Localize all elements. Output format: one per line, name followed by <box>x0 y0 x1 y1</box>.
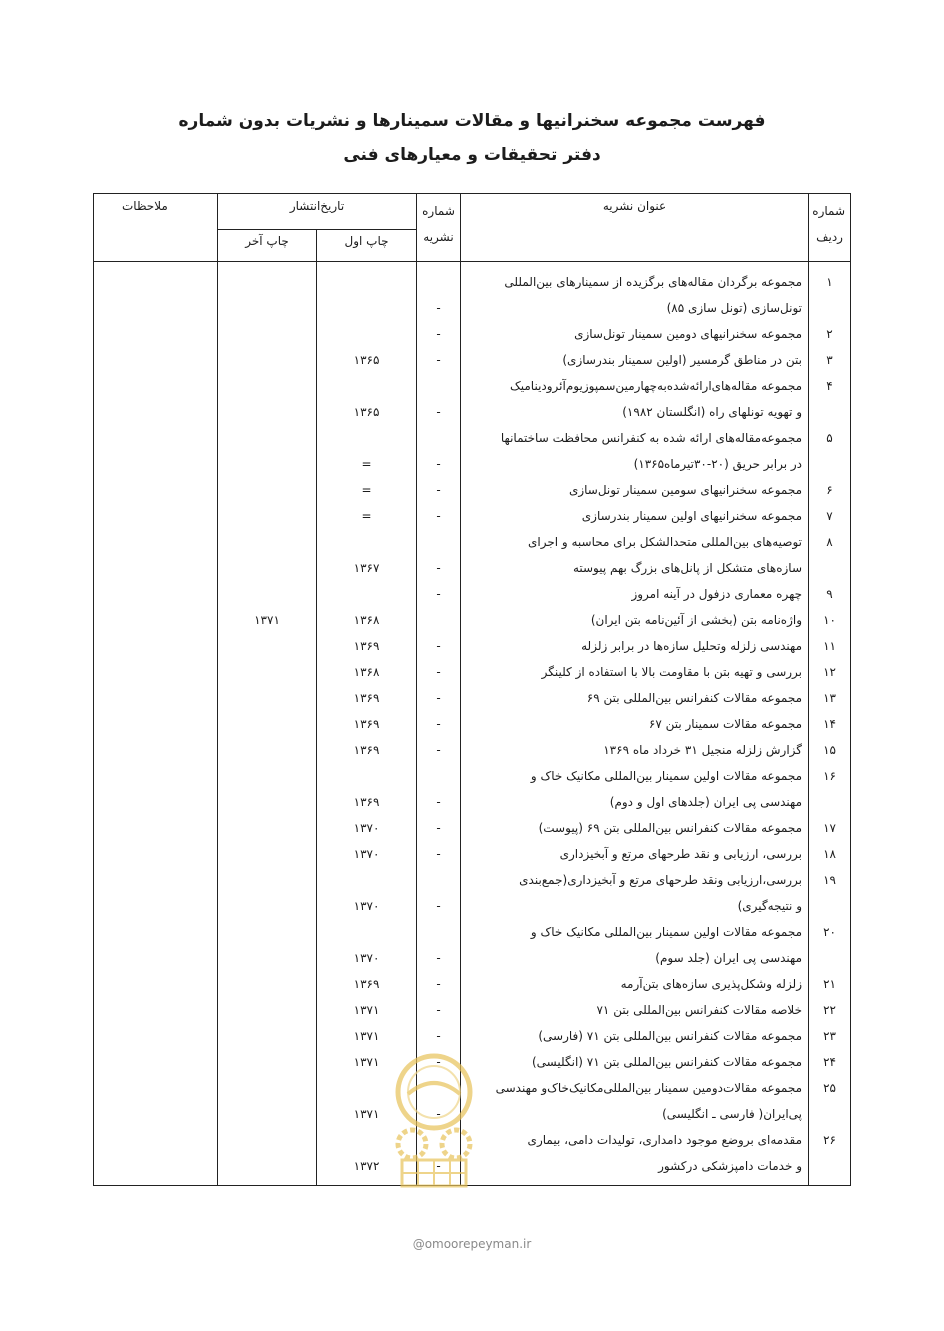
title-line-2: دفتر تحقیقات و معیارهای فنی <box>343 145 601 165</box>
row-number-cell: ۲۴ <box>809 1049 851 1075</box>
row-number-cell: ۲۱ <box>809 971 851 997</box>
series-number-cell: - <box>417 477 461 503</box>
notes-cell <box>94 529 218 581</box>
notes-cell <box>94 867 218 919</box>
header-notes: ملاحظات <box>94 194 218 262</box>
first-print-cell: = <box>317 503 417 529</box>
title-line: مجموعه مقالات اولین سمینار بین‌المللی مکانیک خاک و <box>530 769 803 783</box>
first-print-cell: ۱۳۶۹ <box>317 685 417 711</box>
header-series-number: شماره نشریه <box>417 194 461 262</box>
title-line: مجموعه سخنرانیهای اولین سمینار بندرسازی <box>581 509 803 523</box>
title-line: واژه‌نامه بتن (بخشی از آئین‌نامه بتن ایران) <box>590 613 803 627</box>
title-line: مجموعه برگردان مقاله‌های برگزیده از سمینارهای بین‌المللی <box>504 275 803 289</box>
last-print-cell <box>218 269 317 321</box>
series-number-cell <box>417 607 461 633</box>
series-number-cell: - <box>417 1023 461 1049</box>
first-print-cell: = <box>317 425 417 477</box>
title-line: و تهویه تونلهای راه (انگلستان ۱۹۸۲) <box>622 405 803 419</box>
notes-cell <box>94 737 218 763</box>
last-print-cell <box>218 1075 317 1127</box>
publications-table <box>93 193 851 1186</box>
title-cell <box>461 269 809 321</box>
notes-cell <box>94 763 218 815</box>
series-number-cell: - <box>417 529 461 581</box>
table-row <box>94 763 851 815</box>
table-row <box>94 1023 851 1049</box>
row-number-cell: ۱۳ <box>809 685 851 711</box>
notes-cell <box>94 321 218 347</box>
series-number-cell: - <box>417 815 461 841</box>
title-cell <box>461 477 809 503</box>
first-print-cell: ۱۳۶۵ <box>317 347 417 373</box>
notes-cell <box>94 685 218 711</box>
row-number-cell: ۱ <box>809 269 851 321</box>
table-row <box>94 373 851 425</box>
series-number-cell: - <box>417 919 461 971</box>
title-line: بررسی و تهیه بتن با مقاومت بالا با استفاده از کلینگر <box>541 665 803 679</box>
series-number-cell: - <box>417 347 461 373</box>
first-print-cell: ۱۳۶۵ <box>317 373 417 425</box>
row-number-cell: ۷ <box>809 503 851 529</box>
series-number-cell: - <box>417 269 461 321</box>
header-last-print: چاپ آخر <box>218 230 317 262</box>
title-cell <box>461 763 809 815</box>
last-print-cell <box>218 841 317 867</box>
gear-seal-watermark-icon <box>388 1052 480 1192</box>
website-footer: @omoorepeyman.ir <box>412 1237 532 1251</box>
first-print-cell: ۱۳۷۱ <box>317 1075 417 1127</box>
first-print-cell: = <box>317 477 417 503</box>
last-print-cell <box>218 529 317 581</box>
last-print-cell <box>218 477 317 503</box>
last-print-cell <box>218 1023 317 1049</box>
notes-cell <box>94 1023 218 1049</box>
series-number-cell: - <box>417 997 461 1023</box>
first-print-cell <box>317 269 417 321</box>
series-number-cell: - <box>417 763 461 815</box>
series-number-cell: - <box>417 867 461 919</box>
notes-cell <box>94 425 218 477</box>
title-line: در برابر حریق (۲۰-۳۰تیرماه۱۳۶۵) <box>633 457 803 471</box>
series-number-cell: - <box>417 971 461 997</box>
last-print-cell <box>218 659 317 685</box>
series-number-cell: - <box>417 685 461 711</box>
notes-cell <box>94 477 218 503</box>
last-print-cell: ۱۳۷۱ <box>218 607 317 633</box>
title-line: بررسی، ارزیابی و نقد طرحهای مرتع و آبخیزداری <box>559 847 803 861</box>
notes-cell <box>94 711 218 737</box>
last-print-cell <box>218 347 317 373</box>
table-row <box>94 477 851 503</box>
table-row <box>94 867 851 919</box>
title-cell <box>461 529 809 581</box>
notes-cell <box>94 373 218 425</box>
first-print-cell: ۱۳۶۹ <box>317 633 417 659</box>
first-print-cell: ۱۳۷۲ <box>317 1127 417 1179</box>
first-print-cell: ۱۳۷۱ <box>317 1023 417 1049</box>
table-row <box>94 737 851 763</box>
table-row <box>94 685 851 711</box>
title-line: مجموعه مقالات کنفرانس بین‌المللی بتن ۷۱ (انگلیسی) <box>532 1055 803 1069</box>
title-line: مجموعه مقالات کنفرانس بین‌المللی بتن ۶۹ (پیوست) <box>538 821 803 835</box>
title-line: بتن در مناطق گرمسیر (اولین سمینار بندرسازی) <box>562 353 803 367</box>
title-cell <box>461 867 809 919</box>
table-row <box>94 269 851 321</box>
notes-cell <box>94 815 218 841</box>
title-line: چهره معماری دزفول در آینه امروز <box>631 587 803 601</box>
title-cell <box>461 1049 809 1075</box>
header-row-number: شماره ردیف <box>809 194 851 262</box>
notes-cell <box>94 269 218 321</box>
title-line: سازه‌های متشکل از پانل‌های بزرگ بهم پیوسته <box>572 561 803 575</box>
last-print-cell <box>218 737 317 763</box>
title-line: مجموعه مقالات کنفرانس بین‌المللی بتن ۶۹ <box>586 691 803 705</box>
row-number-cell: ۱۹ <box>809 867 851 919</box>
series-number-cell: - <box>417 425 461 477</box>
last-print-cell <box>218 919 317 971</box>
row-number-cell: ۱۸ <box>809 841 851 867</box>
title-cell <box>461 997 809 1023</box>
table-row <box>94 607 851 633</box>
table-row <box>94 659 851 685</box>
title-line: و خدمات دامپزشکی درکشور <box>658 1159 803 1173</box>
title-line: مهندسی پی ایران (جلد سوم) <box>655 951 803 965</box>
first-print-cell: ۱۳۶۸ <box>317 659 417 685</box>
notes-cell <box>94 607 218 633</box>
row-number-cell: ۱۲ <box>809 659 851 685</box>
title-line: مقدمه‌ای بروضع موجود دامداری، تولیدات دامی، بیماری <box>527 1133 803 1147</box>
row-number-cell: ۱۷ <box>809 815 851 841</box>
last-print-cell <box>218 425 317 477</box>
last-print-cell <box>218 321 317 347</box>
row-number-cell: ۱۴ <box>809 711 851 737</box>
table-row <box>94 321 851 347</box>
first-print-cell: ۱۳۶۹ <box>317 763 417 815</box>
header-publication-date: تاریخ‌انتشار <box>218 194 417 230</box>
title-line: مجموعه مقاله‌های‌ارائه‌شده‌به‌چهارمین‌سمپوزیوم‌آئرودینامیک <box>510 379 803 393</box>
series-number-cell: - <box>417 581 461 607</box>
notes-cell <box>94 347 218 373</box>
row-number-cell: ۲۶ <box>809 1127 851 1179</box>
title-cell <box>461 581 809 607</box>
row-number-cell: ۲۵ <box>809 1075 851 1127</box>
title-line: تونل‌سازی (تونل سازی ۸۵) <box>666 301 803 315</box>
last-print-cell <box>218 997 317 1023</box>
title-line: مجموعه‌مقاله‌های ارائه شده به کنفرانس محافظت ساختمانها <box>500 431 803 445</box>
last-print-cell <box>218 1127 317 1179</box>
notes-cell <box>94 503 218 529</box>
series-number-cell: - <box>417 737 461 763</box>
title-line: مهندسی پی ایران (جلدهای اول و دوم) <box>609 795 803 809</box>
first-print-cell: ۱۳۶۷ <box>317 529 417 581</box>
title-cell <box>461 711 809 737</box>
title-cell <box>461 1023 809 1049</box>
title-line: خلاصه مقالات کنفرانس بین‌المللی بتن ۷۱ <box>596 1003 803 1017</box>
table-row <box>94 919 851 971</box>
notes-cell <box>94 1049 218 1075</box>
series-number-cell: - <box>417 1127 461 1179</box>
series-number-cell: - <box>417 659 461 685</box>
title-cell <box>461 737 809 763</box>
table-row <box>94 425 851 477</box>
title-line: مهندسی زلزله وتحلیل سازه‌ها در برابر زلزله <box>581 639 803 653</box>
first-print-cell: ۱۳۶۹ <box>317 737 417 763</box>
first-print-cell: ۱۳۷۰ <box>317 919 417 971</box>
row-number-cell: ۱۱ <box>809 633 851 659</box>
row-number-cell: ۳ <box>809 347 851 373</box>
title-cell <box>461 321 809 347</box>
last-print-cell <box>218 867 317 919</box>
table-row <box>94 997 851 1023</box>
header-title: عنوان نشریه <box>461 194 809 262</box>
title-line: مجموعه مقالات‌دومین سمینار بین‌المللی‌مکانیک‌خاک‌و مهندسی <box>495 1081 803 1095</box>
table-row <box>94 815 851 841</box>
row-number-cell: ۱۰ <box>809 607 851 633</box>
title-cell <box>461 841 809 867</box>
series-number-cell: - <box>417 1049 461 1075</box>
last-print-cell <box>218 633 317 659</box>
row-number-cell: ۴ <box>809 373 851 425</box>
row-number-cell: ۵ <box>809 425 851 477</box>
last-print-cell <box>218 1049 317 1075</box>
first-print-cell: ۱۳۷۰ <box>317 841 417 867</box>
title-cell <box>461 347 809 373</box>
title-line-1: فهرست مجموعه سخنرانیها و مقالات سمینارها و نشریات بدون شماره <box>178 111 766 131</box>
title-cell <box>461 373 809 425</box>
series-number-cell: - <box>417 503 461 529</box>
row-number-cell: ۲۲ <box>809 997 851 1023</box>
row-number-cell: ۹ <box>809 581 851 607</box>
notes-cell <box>94 919 218 971</box>
title-cell <box>461 971 809 997</box>
series-number-cell: - <box>417 841 461 867</box>
title-cell <box>461 919 809 971</box>
title-cell <box>461 607 809 633</box>
title-line: و نتیجه‌گیری) <box>737 899 803 913</box>
title-line: مجموعه مقالات سمینار بتن ۶۷ <box>648 717 803 731</box>
first-print-cell <box>317 321 417 347</box>
title-cell <box>461 659 809 685</box>
row-number-cell: ۱۶ <box>809 763 851 815</box>
series-number-cell: - <box>417 321 461 347</box>
series-number-cell: - <box>417 1075 461 1127</box>
title-line: زلزله وشکل‌پذیری سازه‌های بتن‌آرمه <box>620 977 803 991</box>
notes-cell <box>94 1127 218 1179</box>
last-print-cell <box>218 815 317 841</box>
title-line: پی‌ایران( فارسی ـ انگلیسی) <box>662 1107 803 1121</box>
title-cell <box>461 685 809 711</box>
table-row <box>94 347 851 373</box>
title-cell <box>461 1075 809 1127</box>
title-cell <box>461 633 809 659</box>
last-print-cell <box>218 971 317 997</box>
row-number-cell: ۸ <box>809 529 851 581</box>
last-print-cell <box>218 503 317 529</box>
first-print-cell: ۱۳۷۰ <box>317 867 417 919</box>
row-number-cell: ۲۳ <box>809 1023 851 1049</box>
title-cell <box>461 1127 809 1179</box>
table-row <box>94 971 851 997</box>
series-number-cell: - <box>417 711 461 737</box>
table-row <box>94 633 851 659</box>
row-number-cell: ۲۰ <box>809 919 851 971</box>
first-print-cell: ۱۳۷۰ <box>317 815 417 841</box>
notes-cell <box>94 971 218 997</box>
row-number-cell: ۲ <box>809 321 851 347</box>
series-number-cell: - <box>417 633 461 659</box>
title-line: مجموعه سخنرانیهای سومین سمینار تونل‌سازی <box>568 483 803 497</box>
notes-cell <box>94 659 218 685</box>
title-line: گزارش زلزله منجیل ۳۱ خرداد ماه ۱۳۶۹ <box>603 743 803 757</box>
first-print-cell: ۱۳۶۹ <box>317 971 417 997</box>
title-line: مجموعه سخنرانیهای دومین سمینار تونل‌سازی <box>574 327 803 341</box>
table-row <box>94 529 851 581</box>
first-print-cell <box>317 581 417 607</box>
series-number-cell: - <box>417 373 461 425</box>
notes-cell <box>94 841 218 867</box>
last-print-cell <box>218 373 317 425</box>
table-row <box>94 841 851 867</box>
first-print-cell: ۱۳۷۱ <box>317 997 417 1023</box>
last-print-cell <box>218 763 317 815</box>
notes-cell <box>94 581 218 607</box>
row-number-cell: ۱۵ <box>809 737 851 763</box>
title-line: مجموعه مقالات کنفرانس بین‌المللی بتن ۷۱ (فارسی) <box>538 1029 803 1043</box>
title-line: بررسی،ارزیابی ونقد طرحهای مرتع و آبخیزداری(جمع‌بندی <box>519 873 803 887</box>
title-cell <box>461 503 809 529</box>
table-row <box>94 581 851 607</box>
title-cell <box>461 425 809 477</box>
first-print-cell: ۱۳۷۱ <box>317 1049 417 1075</box>
notes-cell <box>94 633 218 659</box>
last-print-cell <box>218 685 317 711</box>
first-print-cell: ۱۳۶۹ <box>317 711 417 737</box>
title-line: توصیه‌های بین‌المللی متحدالشکل برای محاسبه و اجرای <box>527 535 803 549</box>
last-print-cell <box>218 711 317 737</box>
table-row <box>94 503 851 529</box>
table-row <box>94 711 851 737</box>
notes-cell <box>94 997 218 1023</box>
first-print-cell: ۱۳۶۸ <box>317 607 417 633</box>
row-number-cell: ۶ <box>809 477 851 503</box>
notes-cell <box>94 1075 218 1127</box>
header-first-print: چاپ اول <box>317 230 417 262</box>
page-title <box>0 104 944 172</box>
last-print-cell <box>218 581 317 607</box>
title-cell <box>461 815 809 841</box>
title-line: مجموعه مقالات اولین سمینار بین‌المللی مکانیک خاک و <box>530 925 803 939</box>
